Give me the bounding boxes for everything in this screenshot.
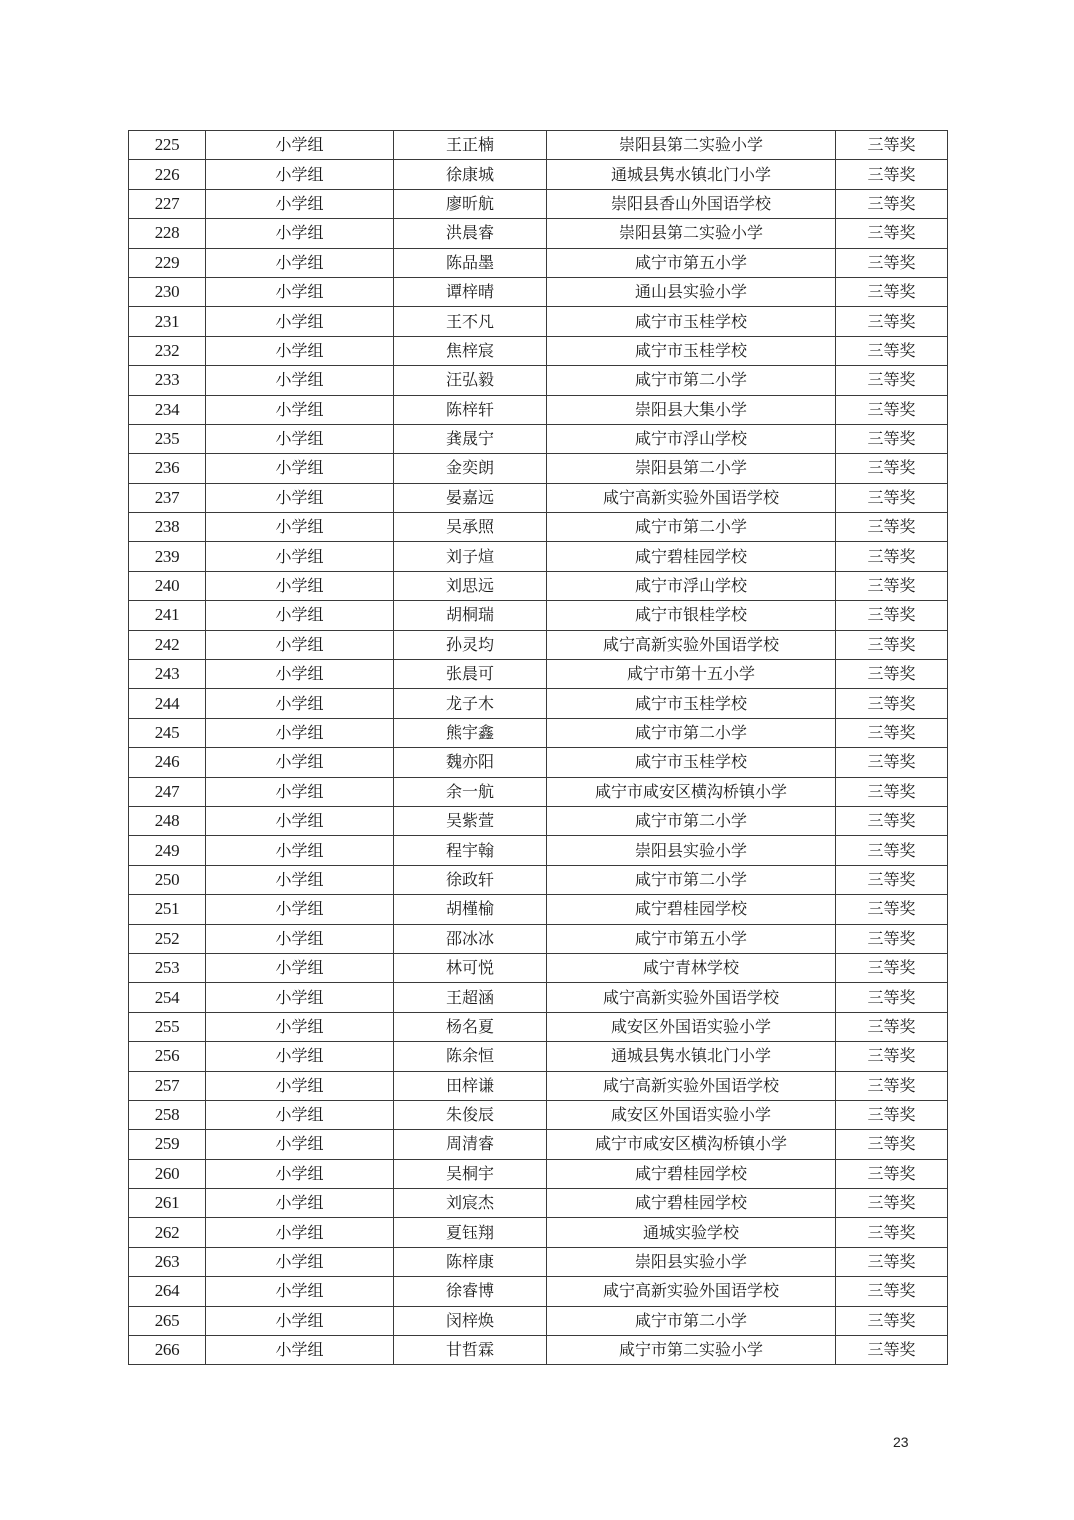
table-row — [129, 277, 948, 306]
table-row — [129, 806, 948, 835]
table-row — [129, 601, 948, 630]
cell-award: 三等奖 — [836, 1100, 948, 1129]
awards-table — [128, 130, 948, 1365]
table-row — [129, 483, 948, 512]
table-row — [129, 1042, 948, 1071]
table-row — [129, 160, 948, 189]
table-row — [129, 1100, 948, 1129]
cell-award: 三等奖 — [836, 1277, 948, 1306]
cell-school: 咸安区外国语实验小学 — [547, 1100, 836, 1129]
cell-school: 通城实验学校 — [547, 1218, 836, 1247]
cell-name: 吴承照 — [394, 513, 547, 542]
cell-group: 小学组 — [206, 1159, 394, 1188]
cell-group: 小学组 — [206, 1012, 394, 1041]
cell-name: 余一航 — [394, 777, 547, 806]
cell-group: 小学组 — [206, 366, 394, 395]
cell-school: 咸宁高新实验外国语学校 — [547, 630, 836, 659]
table-row — [129, 1012, 948, 1041]
cell-award: 三等奖 — [836, 1042, 948, 1071]
cell-number: 248 — [129, 806, 206, 835]
cell-group: 小学组 — [206, 131, 394, 160]
cell-group: 小学组 — [206, 1336, 394, 1365]
cell-name: 林可悦 — [394, 953, 547, 982]
cell-group: 小学组 — [206, 689, 394, 718]
cell-number: 256 — [129, 1042, 206, 1071]
cell-number: 261 — [129, 1189, 206, 1218]
cell-school: 咸宁市玉桂学校 — [547, 336, 836, 365]
cell-school: 咸宁高新实验外国语学校 — [547, 1277, 836, 1306]
cell-name: 徐政轩 — [394, 865, 547, 894]
cell-school: 咸宁市玉桂学校 — [547, 307, 836, 336]
table-row — [129, 1071, 948, 1100]
cell-name: 龚晟宁 — [394, 424, 547, 453]
cell-number: 229 — [129, 248, 206, 277]
cell-name: 金奕朗 — [394, 454, 547, 483]
cell-school: 咸宁碧桂园学校 — [547, 1189, 836, 1218]
cell-group: 小学组 — [206, 1247, 394, 1276]
cell-award: 三等奖 — [836, 748, 948, 777]
cell-group: 小学组 — [206, 336, 394, 365]
cell-name: 陈梓康 — [394, 1247, 547, 1276]
cell-number: 237 — [129, 483, 206, 512]
cell-award: 三等奖 — [836, 1012, 948, 1041]
table-row — [129, 1159, 948, 1188]
cell-school: 咸宁市第五小学 — [547, 924, 836, 953]
table-row — [129, 718, 948, 747]
cell-group: 小学组 — [206, 454, 394, 483]
cell-award: 三等奖 — [836, 983, 948, 1012]
cell-school: 咸宁高新实验外国语学校 — [547, 983, 836, 1012]
table-row — [129, 983, 948, 1012]
cell-number: 225 — [129, 131, 206, 160]
cell-number: 252 — [129, 924, 206, 953]
cell-award: 三等奖 — [836, 865, 948, 894]
cell-name: 杨名夏 — [394, 1012, 547, 1041]
cell-award: 三等奖 — [836, 601, 948, 630]
cell-number: 257 — [129, 1071, 206, 1100]
cell-name: 焦梓宸 — [394, 336, 547, 365]
cell-number: 232 — [129, 336, 206, 365]
table-row — [129, 1130, 948, 1159]
cell-school: 崇阳县大集小学 — [547, 395, 836, 424]
cell-name: 汪弘毅 — [394, 366, 547, 395]
cell-school: 咸宁市玉桂学校 — [547, 748, 836, 777]
cell-name: 廖昕航 — [394, 189, 547, 218]
cell-school: 咸宁青林学校 — [547, 953, 836, 982]
cell-number: 251 — [129, 895, 206, 924]
cell-award: 三等奖 — [836, 366, 948, 395]
cell-name: 徐睿博 — [394, 1277, 547, 1306]
cell-number: 250 — [129, 865, 206, 894]
cell-award: 三等奖 — [836, 277, 948, 306]
cell-group: 小学组 — [206, 424, 394, 453]
cell-school: 咸宁市第二小学 — [547, 718, 836, 747]
cell-award: 三等奖 — [836, 1189, 948, 1218]
cell-group: 小学组 — [206, 1306, 394, 1335]
cell-award: 三等奖 — [836, 307, 948, 336]
cell-group: 小学组 — [206, 189, 394, 218]
cell-number: 262 — [129, 1218, 206, 1247]
cell-name: 魏亦阳 — [394, 748, 547, 777]
cell-name: 龙子木 — [394, 689, 547, 718]
table-row — [129, 689, 948, 718]
cell-number: 238 — [129, 513, 206, 542]
cell-number: 249 — [129, 836, 206, 865]
cell-number: 239 — [129, 542, 206, 571]
awards-table-body — [129, 131, 948, 1365]
cell-group: 小学组 — [206, 865, 394, 894]
table-row — [129, 189, 948, 218]
cell-school: 咸宁市玉桂学校 — [547, 689, 836, 718]
cell-award: 三等奖 — [836, 542, 948, 571]
cell-number: 240 — [129, 571, 206, 600]
cell-name: 周清睿 — [394, 1130, 547, 1159]
table-row — [129, 895, 948, 924]
cell-group: 小学组 — [206, 718, 394, 747]
cell-name: 洪晨睿 — [394, 219, 547, 248]
cell-school: 崇阳县第二小学 — [547, 454, 836, 483]
cell-school: 崇阳县实验小学 — [547, 836, 836, 865]
cell-group: 小学组 — [206, 1218, 394, 1247]
table-row — [129, 953, 948, 982]
cell-number: 245 — [129, 718, 206, 747]
cell-name: 田梓谦 — [394, 1071, 547, 1100]
cell-name: 刘思远 — [394, 571, 547, 600]
cell-name: 甘哲霖 — [394, 1336, 547, 1365]
cell-group: 小学组 — [206, 1277, 394, 1306]
cell-award: 三等奖 — [836, 395, 948, 424]
cell-name: 陈梓轩 — [394, 395, 547, 424]
cell-name: 程宇翰 — [394, 836, 547, 865]
cell-number: 246 — [129, 748, 206, 777]
table-row — [129, 1218, 948, 1247]
table-row — [129, 836, 948, 865]
cell-school: 崇阳县第二实验小学 — [547, 131, 836, 160]
cell-number: 242 — [129, 630, 206, 659]
table-row — [129, 454, 948, 483]
cell-group: 小学组 — [206, 601, 394, 630]
table-row — [129, 336, 948, 365]
cell-school: 崇阳县第二实验小学 — [547, 219, 836, 248]
cell-school: 咸宁碧桂园学校 — [547, 895, 836, 924]
cell-school: 咸宁市银桂学校 — [547, 601, 836, 630]
cell-group: 小学组 — [206, 483, 394, 512]
cell-number: 254 — [129, 983, 206, 1012]
cell-award: 三等奖 — [836, 219, 948, 248]
table-row — [129, 542, 948, 571]
table-row — [129, 1306, 948, 1335]
table-row — [129, 1247, 948, 1276]
cell-school: 通城县隽水镇北门小学 — [547, 1042, 836, 1071]
cell-name: 王正楠 — [394, 131, 547, 160]
cell-number: 228 — [129, 219, 206, 248]
cell-school: 通城县隽水镇北门小学 — [547, 160, 836, 189]
table-row — [129, 219, 948, 248]
table-row — [129, 513, 948, 542]
cell-number: 243 — [129, 660, 206, 689]
cell-school: 咸宁市第五小学 — [547, 248, 836, 277]
cell-name: 刘宸杰 — [394, 1189, 547, 1218]
cell-school: 咸宁市第二小学 — [547, 806, 836, 835]
cell-name: 熊宇鑫 — [394, 718, 547, 747]
cell-name: 谭梓晴 — [394, 277, 547, 306]
cell-award: 三等奖 — [836, 924, 948, 953]
cell-number: 233 — [129, 366, 206, 395]
cell-group: 小学组 — [206, 307, 394, 336]
cell-award: 三等奖 — [836, 660, 948, 689]
cell-school: 咸宁市浮山学校 — [547, 571, 836, 600]
cell-number: 258 — [129, 1100, 206, 1129]
cell-group: 小学组 — [206, 924, 394, 953]
cell-number: 244 — [129, 689, 206, 718]
table-row — [129, 630, 948, 659]
cell-school: 咸宁市浮山学校 — [547, 424, 836, 453]
cell-group: 小学组 — [206, 277, 394, 306]
cell-school: 咸安区外国语实验小学 — [547, 1012, 836, 1041]
cell-number: 264 — [129, 1277, 206, 1306]
cell-number: 263 — [129, 1247, 206, 1276]
cell-award: 三等奖 — [836, 1130, 948, 1159]
cell-school: 咸宁高新实验外国语学校 — [547, 483, 836, 512]
cell-award: 三等奖 — [836, 777, 948, 806]
cell-number: 260 — [129, 1159, 206, 1188]
table-row — [129, 748, 948, 777]
cell-award: 三等奖 — [836, 806, 948, 835]
cell-award: 三等奖 — [836, 131, 948, 160]
cell-award: 三等奖 — [836, 1247, 948, 1276]
cell-number: 226 — [129, 160, 206, 189]
cell-award: 三等奖 — [836, 1218, 948, 1247]
cell-number: 227 — [129, 189, 206, 218]
cell-number: 259 — [129, 1130, 206, 1159]
cell-name: 陈余恒 — [394, 1042, 547, 1071]
cell-number: 247 — [129, 777, 206, 806]
cell-number: 236 — [129, 454, 206, 483]
cell-group: 小学组 — [206, 395, 394, 424]
cell-school: 崇阳县实验小学 — [547, 1247, 836, 1276]
cell-award: 三等奖 — [836, 454, 948, 483]
table-row — [129, 424, 948, 453]
cell-group: 小学组 — [206, 953, 394, 982]
cell-name: 王不凡 — [394, 307, 547, 336]
cell-name: 夏钰翔 — [394, 1218, 547, 1247]
cell-group: 小学组 — [206, 248, 394, 277]
cell-group: 小学组 — [206, 895, 394, 924]
cell-name: 徐康城 — [394, 160, 547, 189]
table-row — [129, 131, 948, 160]
cell-award: 三等奖 — [836, 571, 948, 600]
cell-number: 231 — [129, 307, 206, 336]
cell-award: 三等奖 — [836, 1306, 948, 1335]
cell-group: 小学组 — [206, 1071, 394, 1100]
cell-name: 朱俊辰 — [394, 1100, 547, 1129]
cell-number: 265 — [129, 1306, 206, 1335]
cell-name: 胡桐瑞 — [394, 601, 547, 630]
cell-school: 崇阳县香山外国语学校 — [547, 189, 836, 218]
cell-group: 小学组 — [206, 542, 394, 571]
cell-group: 小学组 — [206, 160, 394, 189]
table-row — [129, 307, 948, 336]
cell-award: 三等奖 — [836, 718, 948, 747]
cell-award: 三等奖 — [836, 160, 948, 189]
cell-group: 小学组 — [206, 1100, 394, 1129]
cell-group: 小学组 — [206, 660, 394, 689]
cell-group: 小学组 — [206, 836, 394, 865]
cell-group: 小学组 — [206, 630, 394, 659]
cell-group: 小学组 — [206, 806, 394, 835]
table-row — [129, 571, 948, 600]
table-row — [129, 1336, 948, 1365]
cell-number: 235 — [129, 424, 206, 453]
cell-award: 三等奖 — [836, 1159, 948, 1188]
cell-award: 三等奖 — [836, 189, 948, 218]
cell-number: 266 — [129, 1336, 206, 1365]
cell-group: 小学组 — [206, 1130, 394, 1159]
table-row — [129, 660, 948, 689]
cell-name: 吴桐宇 — [394, 1159, 547, 1188]
cell-group: 小学组 — [206, 983, 394, 1012]
table-row — [129, 1277, 948, 1306]
cell-school: 咸宁高新实验外国语学校 — [547, 1071, 836, 1100]
cell-name: 吴紫萱 — [394, 806, 547, 835]
table-row — [129, 1189, 948, 1218]
cell-award: 三等奖 — [836, 248, 948, 277]
table-row — [129, 395, 948, 424]
cell-number: 253 — [129, 953, 206, 982]
cell-name: 邵冰冰 — [394, 924, 547, 953]
cell-group: 小学组 — [206, 777, 394, 806]
cell-number: 230 — [129, 277, 206, 306]
cell-award: 三等奖 — [836, 689, 948, 718]
cell-award: 三等奖 — [836, 630, 948, 659]
cell-award: 三等奖 — [836, 336, 948, 365]
cell-award: 三等奖 — [836, 1336, 948, 1365]
cell-award: 三等奖 — [836, 953, 948, 982]
cell-award: 三等奖 — [836, 1071, 948, 1100]
table-row — [129, 777, 948, 806]
cell-name: 闵梓焕 — [394, 1306, 547, 1335]
cell-school: 咸宁市第十五小学 — [547, 660, 836, 689]
table-row — [129, 366, 948, 395]
cell-school: 咸宁市第二实验小学 — [547, 1336, 836, 1365]
cell-school: 通山县实验小学 — [547, 277, 836, 306]
cell-award: 三等奖 — [836, 424, 948, 453]
cell-name: 张晨可 — [394, 660, 547, 689]
cell-number: 241 — [129, 601, 206, 630]
cell-award: 三等奖 — [836, 836, 948, 865]
cell-name: 胡槿榆 — [394, 895, 547, 924]
cell-name: 晏嘉远 — [394, 483, 547, 512]
cell-school: 咸宁市第二小学 — [547, 1306, 836, 1335]
table-row — [129, 248, 948, 277]
cell-group: 小学组 — [206, 219, 394, 248]
cell-number: 255 — [129, 1012, 206, 1041]
cell-award: 三等奖 — [836, 895, 948, 924]
cell-school: 咸宁市第二小学 — [547, 513, 836, 542]
cell-school: 咸宁市第二小学 — [547, 366, 836, 395]
cell-school: 咸宁市咸安区横沟桥镇小学 — [547, 777, 836, 806]
cell-group: 小学组 — [206, 1042, 394, 1071]
cell-award: 三等奖 — [836, 483, 948, 512]
table-row — [129, 924, 948, 953]
cell-number: 234 — [129, 395, 206, 424]
cell-school: 咸宁碧桂园学校 — [547, 1159, 836, 1188]
cell-group: 小学组 — [206, 1189, 394, 1218]
cell-name: 陈品墨 — [394, 248, 547, 277]
cell-name: 孙灵均 — [394, 630, 547, 659]
cell-school: 咸宁碧桂园学校 — [547, 542, 836, 571]
cell-name: 刘子煊 — [394, 542, 547, 571]
cell-school: 咸宁市咸安区横沟桥镇小学 — [547, 1130, 836, 1159]
cell-group: 小学组 — [206, 748, 394, 777]
page-number: 23 — [893, 1434, 909, 1450]
cell-school: 咸宁市第二小学 — [547, 865, 836, 894]
cell-award: 三等奖 — [836, 513, 948, 542]
table-row — [129, 865, 948, 894]
cell-name: 王超涵 — [394, 983, 547, 1012]
cell-group: 小学组 — [206, 513, 394, 542]
cell-group: 小学组 — [206, 571, 394, 600]
